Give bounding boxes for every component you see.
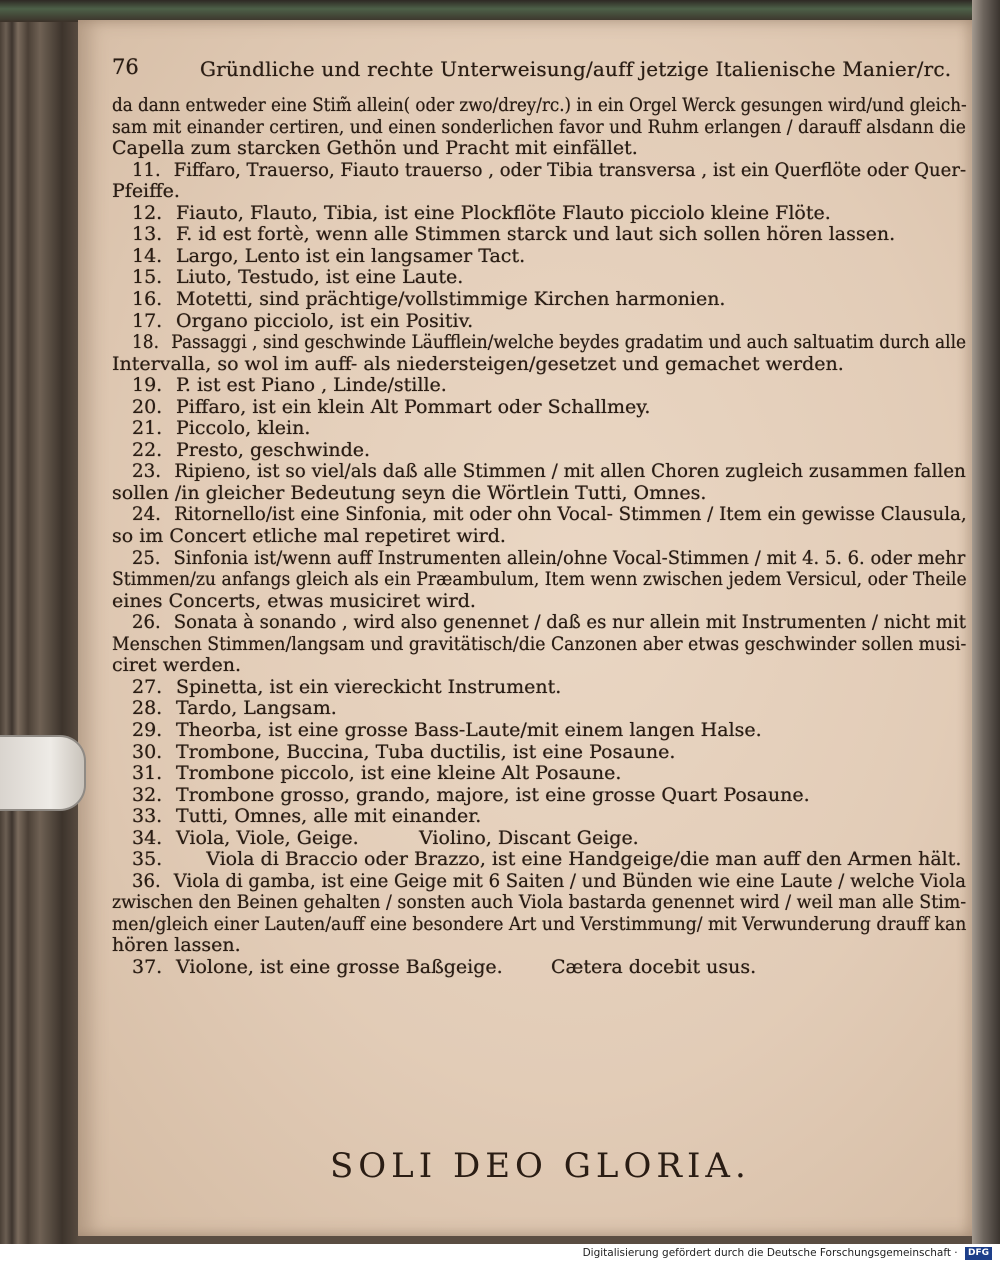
entry-number: 21. (132, 417, 163, 440)
entry-number: 14. (132, 244, 163, 267)
numbered-entry-line (132, 784, 810, 806)
numbered-entry-line (132, 805, 481, 827)
entry-text: Fiffaro, Trauerso, Fiauto trauerso , oder Tibia transversa , ist ein Querflöte oder Quer- (173, 158, 967, 181)
entry-text: Viola di Braccio oder Brazzo, ist eine Handgeige/die man auff den Armen hält. (176, 848, 962, 871)
entry-text: Ripieno, ist so viel/als daß alle Stimmen / mit allen Choren zugleich zusammen fallen (174, 460, 966, 483)
entry-number: 26. (132, 611, 161, 634)
credit-text: Digitalisierung gefördert durch die Deutsche Forschungsgemeinschaft · (582, 1247, 958, 1259)
entry-text: Organo picciolo, ist ein Positiv. (176, 309, 474, 332)
entry-number: 24. (132, 503, 161, 526)
entry-number: 17. (132, 309, 163, 332)
entry-text: Spinetta, ist ein viereckicht Instrument. (176, 675, 562, 698)
numbered-entry-line (132, 676, 561, 698)
text-line: so im Concert etliche mal repetiret wird. (112, 525, 506, 547)
entry-number: 27. (132, 675, 163, 698)
entry-number: 28. (132, 697, 163, 720)
entry-number: 13. (132, 223, 163, 246)
entry-text: Ritornello/ist eine Sinfonia, mit oder ohn Vocal- Stimmen / Item ein gewisse Clausula, (174, 503, 967, 526)
entry-number: 32. (132, 783, 163, 806)
entry-number: 19. (132, 374, 163, 397)
entry-text: Presto, geschwinde. (176, 438, 371, 461)
entry-number: 16. (132, 287, 163, 310)
numbered-entry-line (132, 374, 447, 396)
entry-number: 30. (132, 740, 163, 763)
entry-text: F. id est fortè, wenn alle Stimmen starck und laut sich sollen hören lassen. (176, 223, 896, 246)
entry-number: 15. (132, 266, 163, 289)
entry-number: 25. (132, 546, 161, 569)
numbered-entry-line (132, 159, 966, 181)
entry-text: Sonata à sonando , wird also genennet / daß es nur allein mit Instrumenten / nicht mit (173, 611, 967, 634)
numbered-entry-line (132, 956, 756, 978)
entry-text: P. ist est Piano , Linde/stille. (176, 374, 447, 397)
right-book-edge (972, 0, 1000, 1244)
entry-number: 20. (132, 395, 163, 418)
numbered-entry-line (132, 848, 961, 870)
numbered-entry-line (132, 762, 621, 784)
numbered-entry-line (132, 503, 967, 525)
entry-number: 18. (132, 331, 159, 354)
text-line: Intervalla, so wol im auff- als niedersteigen/gesetzet und gemachet werden. (112, 352, 844, 375)
numbered-entry-line (132, 245, 525, 267)
entry-number: 22. (132, 438, 163, 461)
dfg-logo: DFG (965, 1247, 992, 1260)
numbered-entry-line (132, 310, 473, 332)
text-line: men/gleich einer Lauten/auff eine besondere Art und Verstimmung/ mit Verwunderung drauff kan (112, 912, 967, 935)
entry-number: 37. (132, 956, 163, 978)
entry-number: 29. (132, 718, 163, 741)
text-line: ciret werden. (112, 654, 241, 677)
entry-text: Viola di gamba, ist eine Geige mit 6 Saiten / und Bünden wie eine Laute / welche Viola (173, 869, 966, 892)
top-edge (0, 0, 1000, 22)
numbered-entry-line (132, 741, 675, 763)
entry-number: 23. (132, 460, 162, 483)
entry-text: Trombone grosso, grando, majore, ist eine grosse Quart Posaune. (176, 783, 810, 806)
text-line: Stimmen/zu anfangs gleich als ein Præambulum, Item wenn zwischen jedem Versicul, oder Theile (112, 568, 967, 591)
entry-text: Trombone, Buccina, Tuba ductilis, ist eine Posaune. (176, 740, 676, 763)
text-line: Menschen Stimmen/langsam und gravitätisch/die Canzonen aber etwas geschwinder sollen musi- (112, 632, 967, 655)
entry-number: 36. (132, 869, 161, 892)
text-line: sollen /in gleicher Bedeutung seyn die Wörtlein Tutti, Omnes. (112, 481, 707, 504)
numbered-entry-line (132, 697, 337, 719)
numbered-entry-line (132, 202, 831, 224)
entry-text: Trombone piccolo, ist eine kleine Alt Posaune. (176, 762, 622, 785)
numbered-entry-line (132, 288, 725, 310)
closing-text: SOLI DEO GLORIA. (330, 1146, 751, 1186)
numbered-entry-line (132, 266, 463, 288)
numbered-entry-line (132, 611, 966, 633)
entry-text: Viola, Viole, Geige. Violino, Discant Geige. (176, 826, 639, 849)
entry-text: Liuto, Testudo, ist eine Laute. (176, 266, 464, 289)
entry-number: 11. (132, 158, 161, 181)
entry-number: 33. (132, 805, 163, 828)
numbered-entry-line (132, 827, 639, 849)
text-line: hören lassen. (112, 934, 241, 957)
text-line: Capella zum starcken Gethön und Pracht mit einfället. (112, 137, 638, 160)
entry-text: Motetti, sind prächtige/vollstimmige Kirchen harmonien. (176, 287, 726, 310)
entry-text: Tutti, Omnes, alle mit einander. (176, 805, 482, 828)
entry-text: Largo, Lento ist ein langsamer Tact. (176, 244, 526, 267)
entry-text: Passaggi , sind geschwinde Läufflein/welche beydes gradatim und auch saltuatim durch alle (171, 331, 967, 354)
entry-text: Sinfonia ist/wenn auff Instrumenten allein/ohne Vocal-Stimmen / mit 4. 5. 6. oder mehr (173, 546, 966, 569)
text-line: da dann entweder eine Stim̃ allein( oder zwo/drey/rc.) in ein Orgel Werck gesungen wird/und gleich- (112, 94, 967, 116)
numbered-entry-line (132, 417, 310, 439)
text-line: Pfeiffe. (112, 180, 180, 203)
page-number: 76 (112, 55, 139, 79)
numbered-entry-line (132, 547, 965, 569)
numbered-entry-line (132, 331, 966, 353)
text-line: zwischen den Beinen gehalten / sonsten auch Viola bastarda genennet wird / weil man alle Stim- (112, 891, 967, 914)
entry-text: Tardo, Langsam. (176, 697, 337, 720)
entry-text: Piffaro, ist ein klein Alt Pommart oder Schallmey. (176, 395, 651, 418)
numbered-entry-line (132, 870, 966, 892)
numbered-entry-line (132, 460, 966, 482)
entry-text: Theorba, ist eine grosse Bass-Laute/mit einem langen Halse. (176, 718, 762, 741)
entry-number: 34. (132, 826, 163, 849)
numbered-entry-line (132, 223, 895, 245)
entry-number: 12. (132, 201, 163, 224)
entry-number: 31. (132, 762, 163, 785)
numbered-entry-line (132, 719, 762, 741)
entry-number: 35. (132, 848, 163, 871)
numbered-entry-line (132, 396, 650, 418)
text-line: eines Concerts, etwas musiciret wird. (112, 589, 476, 612)
entry-text: Piccolo, klein. (176, 417, 311, 440)
running-title: Gründliche und rechte Unterweisung/auff jetzige Italienische Manier/rc. (200, 57, 952, 81)
text-line: sam mit einander certiren, und einen sonderlichen favor und Ruhm erlangen / darauff alsdann die (112, 115, 966, 138)
page-clip-tab (0, 735, 86, 811)
entry-text: Violone, ist eine grosse Baßgeige. Cætera docebit usus. (176, 956, 757, 978)
entry-text: Fiauto, Flauto, Tibia, ist eine Plockflöte Flauto picciolo kleine Flöte. (176, 201, 831, 224)
numbered-entry-line (132, 439, 370, 461)
digitization-credit (0, 1244, 1000, 1262)
